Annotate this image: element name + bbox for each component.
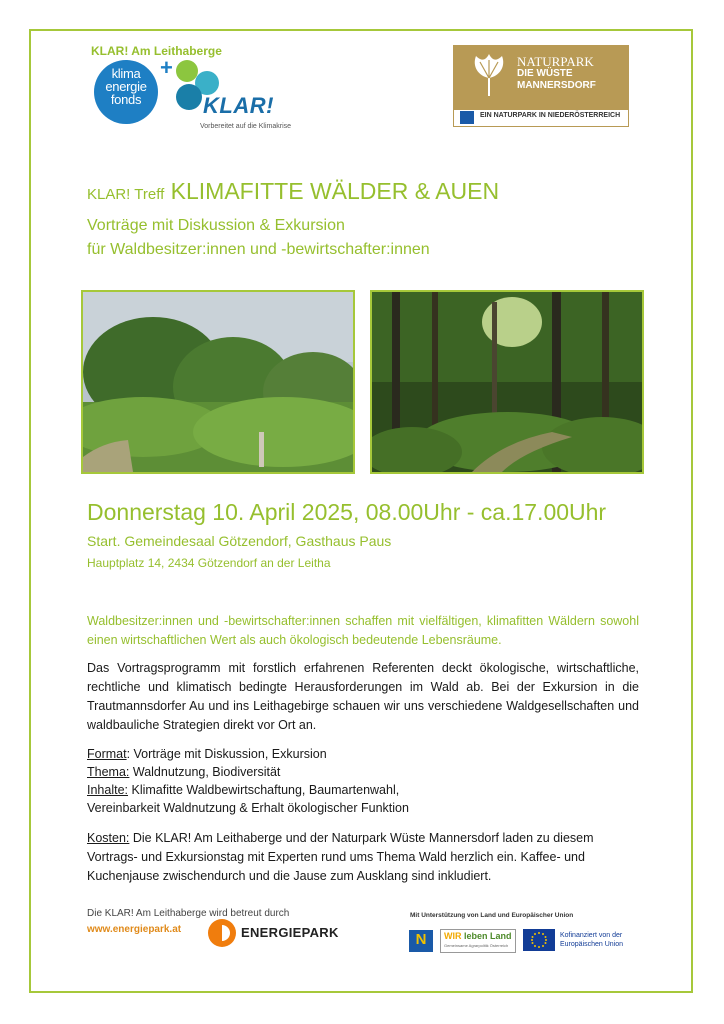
inhalte-line-2: Vereinbarkeit Waldnutzung & Erhalt ökologischer Funktion [87,801,409,815]
eu-cofinanced-text: Kofinanziert von der Europäischen Union [560,932,624,948]
klar-wordmark: KLAR! [203,93,274,118]
intro-paragraph: Waldbesitzer:innen und -bewirtschafter:innen schaffen mit vielfältigen, klimafitten Wäldern sowohl einen wirtschaftlichen Wert als auch ökologisch bedeutende Lebensräume. [87,614,639,647]
energiepark-wordmark: ENERGIEPARK [241,925,339,940]
wir-leben-land-text: WIR leben Land [444,931,512,941]
auen-photo-image [83,292,353,472]
event-start: Start. Gemeindesaal Götzendorf, Gasthaus Paus [87,533,392,549]
photo-auen [81,290,355,474]
inhalte-line: Inhalte: Klimafitte Waldbewirtschaftung, Baumartenwahl, [87,783,400,797]
wald-photo-image [372,292,642,472]
naturpark-subtitle: DIE WÜSTE MANNERSDORF [517,68,596,91]
title-prefix: KLAR! Treff [87,186,165,203]
footer-betreut: Die KLAR! Am Leithaberge wird betreut durch [87,908,290,919]
klar-region-title: KLAR! Am Leithaberge [91,44,222,58]
page-subtitle: Vorträge mit Diskussion & Exkursion für Waldbesitzer:innen und -bewirtschafter:innen [87,217,430,258]
klar-tagline: Vorbereitet auf die Klimakrise [200,123,292,130]
klar-bubble-icon [176,84,202,110]
naturpark-title: NATURPARK [517,54,594,69]
footer-support-text: Mit Unterstützung von Land und Europäischer Union [410,912,574,919]
main-paragraph: Das Vortragsprogramm mit forstlich erfahrenen Referenten deckt ökologische, wirtschaftliche, rechtliche und klimatisch bedingte Herausforderungen im Wald ab. Bei der Exkursion in die Trautmannsdorfer Au und ins Leithagebirge schauen wir uns verschiedene Waldgesellschaften und waldbauliche Strategien direkt vor Ort an. [87,661,639,732]
footer-url-link[interactable]: www.energiepark.at [87,924,182,935]
details-list [87,745,409,817]
photo-wald [370,290,644,474]
klimafonds-text: klima energie fonds [105,66,147,107]
event-address: Hauptplatz 14, 2434 Götzendorf an der Leitha [87,556,331,570]
event-date: Donnerstag 10. April 2025, 08.00Uhr - ca.17.00Uhr [87,499,607,525]
naturpark-band-text: EIN NATURPARK IN NIEDERÖSTERREICH [480,112,621,119]
wir-leben-land-subtext: Gemeinsame Agrarpolitik Österreich [444,943,509,948]
noe-n-glyph: N [415,931,427,948]
page-title [87,178,499,205]
thema-line: Thema: Waldnutzung, Biodiversität [87,765,281,779]
kosten-paragraph: Kosten: Die KLAR! Am Leithaberge und der Naturpark Wüste Mannersdorf laden zu diesem Vortrags- und Exkursionstag mit Experten rund ums Thema Wald herzlich ein. Kaffee- und Kuchenjause zwischendurch und die Jause zum Ausklang sind inkludiert. [87,831,594,883]
noe-flag-icon [460,111,474,124]
format-line: Format: Vorträge mit Diskussion, Exkursion [87,747,327,761]
title-main: KLIMAFITTE WÄLDER & AUEN [170,178,500,204]
eu-flag-icon [523,929,555,951]
ginkgo-leaf-icon [468,52,510,98]
plus-sign: + [160,55,173,80]
